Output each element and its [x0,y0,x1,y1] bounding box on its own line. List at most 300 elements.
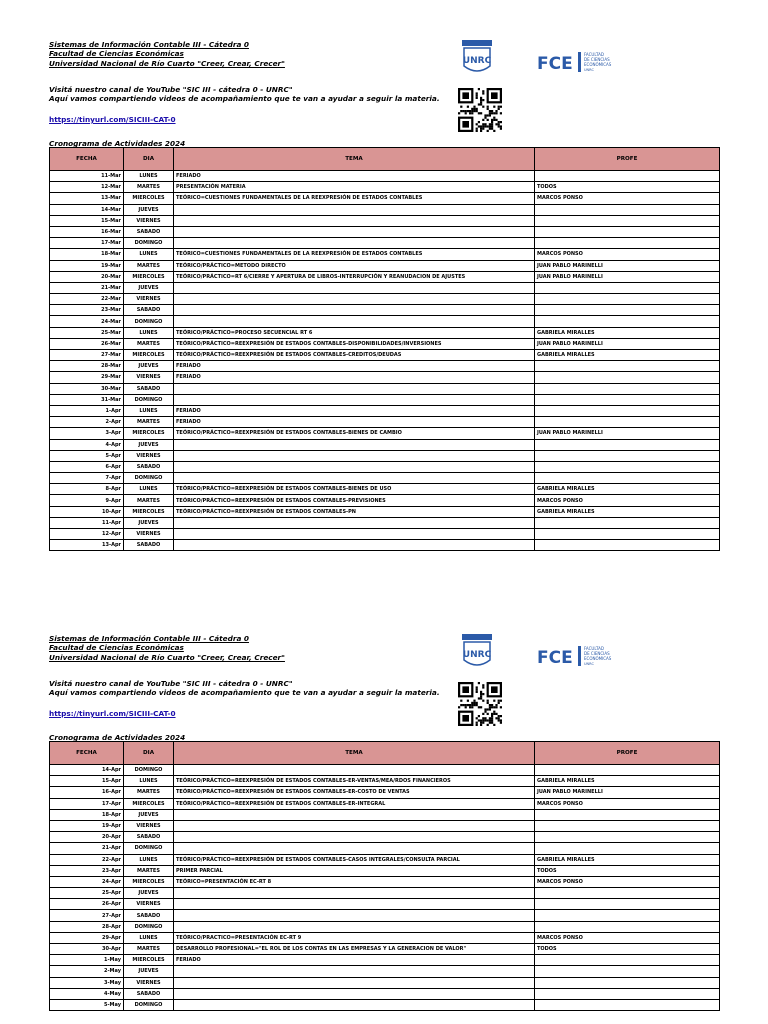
table-row [50,439,720,450]
cell-dia: MIERCOLES [124,271,174,282]
cell-tema: DESARROLLO PROFESIONAL="EL ROL DE LOS CONTAS EN LAS EMPRESAS Y LA GENERACION DE VALOR" [174,944,535,955]
table-row [50,338,720,349]
cell-tema [174,215,535,226]
cell-dia: VIERNES [124,899,174,910]
cell-fecha: 28-Apr [50,921,124,932]
cell-tema [174,832,535,843]
cell-tema [174,529,535,540]
cell-fecha: 11-Apr [50,517,124,528]
table-row [50,798,720,809]
cell-profe: MARCOS PONSO [535,249,720,260]
cell-profe: GABRIELA MIRALLES [535,776,720,787]
cell-fecha: 28-Mar [50,361,124,372]
cell-profe [535,238,720,249]
cell-tema: TEÓRICO/PRÁCTICO=REEXPRESIÓN DE ESTADOS CONTABLES-PN [174,506,535,517]
table-row [50,484,720,495]
cell-dia: DOMINGO [124,238,174,249]
cell-profe [535,921,720,932]
cell-dia: SABADO [124,910,174,921]
table-row [50,888,720,899]
svg-text:DE CIENCIAS: DE CIENCIAS [584,57,610,62]
table-row [50,495,720,506]
col-fecha: FECHA [50,148,124,171]
cell-fecha: 27-Mar [50,350,124,361]
cell-tema: TEÓRICO/PRÁCTICO=REEXPRESIÓN DE ESTADOS CONTABLES-BIENES DE CAMBIO [174,428,535,439]
table-row [50,473,720,484]
cell-profe [535,899,720,910]
cell-profe [535,361,720,372]
cell-profe [535,305,720,316]
schedule-table [49,147,720,551]
cell-tema [174,394,535,405]
cell-dia: VIERNES [124,977,174,988]
cell-profe [535,820,720,831]
cell-fecha: 7-Apr [50,473,124,484]
cell-fecha: 16-Mar [50,226,124,237]
cell-fecha: 2-May [50,966,124,977]
table-row [50,517,720,528]
cell-profe: TODOS [535,944,720,955]
table-row [50,765,720,776]
table-row [50,193,720,204]
cell-tema: TEÓRICO/PRÁCTICO=REEXPRESIÓN DE ESTADOS CONTABLES-DISPONIBILIDADES/INVERSIONES [174,338,535,349]
cell-profe [535,226,720,237]
cell-fecha: 25-Mar [50,327,124,338]
table-row [50,461,720,472]
cell-tema [174,517,535,528]
cell-tema [174,888,535,899]
cell-dia: JUEVES [124,204,174,215]
cell-dia: VIERNES [124,372,174,383]
cell-fecha: 3-May [50,977,124,988]
youtube-line-2: Aquí vamos compartiendo videos de acompañamiento que te van a ayudar a seguir la materia. [49,94,440,104]
cell-profe [535,282,720,293]
table-row [50,271,720,282]
table-row [50,238,720,249]
table-row [50,787,720,798]
cell-profe [535,888,720,899]
cell-dia: VIERNES [124,529,174,540]
cell-tema [174,204,535,215]
cell-tema: TEÓRICO/PRÁCTICO=REEXPRESIÓN DE ESTADOS CONTABLES-PREVISIONES [174,495,535,506]
cell-tema: TEÓRICO/PRÁCTICO=PROCESO SECUENCIAL RT 6 [174,327,535,338]
cell-profe [535,294,720,305]
youtube-link[interactable]: https://tinyurl.com/SICIII-CAT-0 [49,709,176,718]
cell-dia: SABADO [124,832,174,843]
cell-dia: JUEVES [124,888,174,899]
cell-dia: LUNES [124,249,174,260]
table-row [50,944,720,955]
cell-dia: JUEVES [124,361,174,372]
cell-tema [174,316,535,327]
cell-fecha: 9-Apr [50,495,124,506]
cell-fecha: 17-Mar [50,238,124,249]
table-row [50,417,720,428]
cell-profe: JUAN PABLO MARINELLI [535,787,720,798]
col-tema: TEMA [174,148,535,171]
cell-dia: MARTES [124,417,174,428]
cell-fecha: 1-May [50,955,124,966]
cell-profe: MARCOS PONSO [535,876,720,887]
cell-tema [174,765,535,776]
cell-profe: MARCOS PONSO [535,798,720,809]
cell-profe: MARCOS PONSO [535,932,720,943]
table-row [50,988,720,999]
cell-fecha: 30-Mar [50,383,124,394]
cell-dia: MARTES [124,260,174,271]
cell-dia: SABADO [124,305,174,316]
cell-tema: FERIADO [174,417,535,428]
cell-profe [535,765,720,776]
cell-tema [174,238,535,249]
cell-fecha: 10-Apr [50,506,124,517]
svg-text:UNRC: UNRC [584,662,594,666]
cell-tema [174,439,535,450]
cell-profe: GABRIELA MIRALLES [535,327,720,338]
cell-profe [535,394,720,405]
cell-tema [174,305,535,316]
cell-fecha: 18-Mar [50,249,124,260]
table-row [50,372,720,383]
table-row [50,215,720,226]
cell-dia: LUNES [124,932,174,943]
cell-profe: GABRIELA MIRALLES [535,854,720,865]
cell-dia: MIERCOLES [124,955,174,966]
cell-fecha: 5-Apr [50,450,124,461]
cell-dia: MIERCOLES [124,506,174,517]
table-row [50,820,720,831]
cell-dia: DOMINGO [124,999,174,1010]
cell-dia: LUNES [124,776,174,787]
cell-dia: VIERNES [124,820,174,831]
table-header-row [50,742,720,765]
cell-tema [174,461,535,472]
cell-profe [535,966,720,977]
col-dia: DIA [124,742,174,765]
cell-tema [174,820,535,831]
table-row [50,999,720,1010]
qr-code-icon[interactable] [454,88,506,132]
cell-fecha: 14-Apr [50,765,124,776]
cell-tema: TEÓRICO=CUESTIONES FUNDAMENTALES DE LA REEXPRESIÓN DE ESTADOS CONTABLES [174,249,535,260]
faculty-name: Facultad de Ciencias Económicas [49,643,184,653]
table-row [50,405,720,416]
table-row [50,294,720,305]
svg-text:ECONÓMICAS: ECONÓMICAS [584,62,612,67]
cell-profe [535,450,720,461]
table-row [50,305,720,316]
cell-profe [535,171,720,182]
cell-tema [174,450,535,461]
cell-fecha: 22-Apr [50,854,124,865]
cell-profe: MARCOS PONSO [535,495,720,506]
cell-tema [174,999,535,1010]
cell-dia: JUEVES [124,282,174,293]
cell-profe: GABRIELA MIRALLES [535,484,720,495]
cell-dia: DOMINGO [124,843,174,854]
youtube-notice [49,85,440,104]
cell-dia: JUEVES [124,809,174,820]
cell-tema [174,977,535,988]
cell-tema [174,473,535,484]
cell-profe: JUAN PABLO MARINELLI [535,260,720,271]
cell-tema [174,910,535,921]
cell-dia: MIERCOLES [124,193,174,204]
course-header [49,634,285,662]
cell-profe [535,316,720,327]
cell-fecha: 30-Apr [50,944,124,955]
cell-fecha: 18-Apr [50,809,124,820]
cell-fecha: 12-Apr [50,529,124,540]
cell-profe [535,215,720,226]
youtube-notice [49,679,440,698]
cell-fecha: 4-May [50,988,124,999]
cell-dia: SABADO [124,383,174,394]
table-row [50,506,720,517]
cell-fecha: 11-Mar [50,171,124,182]
cell-profe [535,405,720,416]
cell-fecha: 15-Apr [50,776,124,787]
qr-code-icon[interactable] [454,682,506,726]
cell-dia: VIERNES [124,450,174,461]
cell-fecha: 6-Apr [50,461,124,472]
cell-tema: TEÓRICO/PRÁCTICO=REEXPRESIÓN DE ESTADOS CONTABLES-ER-INTEGRAL [174,798,535,809]
cell-fecha: 24-Apr [50,876,124,887]
youtube-link[interactable]: https://tinyurl.com/SICIII-CAT-0 [49,115,176,124]
col-fecha: FECHA [50,742,124,765]
col-profe: PROFE [535,148,720,171]
cell-tema [174,294,535,305]
cell-fecha: 3-Apr [50,428,124,439]
cell-profe: JUAN PABLO MARINELLI [535,428,720,439]
table-row [50,921,720,932]
table-row [50,955,720,966]
cell-dia: MARTES [124,338,174,349]
cell-fecha: 15-Mar [50,215,124,226]
cell-fecha: 25-Apr [50,888,124,899]
cell-fecha: 5-May [50,999,124,1010]
cell-dia: VIERNES [124,215,174,226]
cell-dia: LUNES [124,484,174,495]
cell-profe [535,955,720,966]
course-title: Sistemas de Información Contable III - Cátedra 0 [49,40,249,49]
youtube-line-1: Visitá nuestro canal de YouTube "SIC III - cátedra 0 - UNRC" [49,679,293,688]
table-row [50,776,720,787]
table-row [50,383,720,394]
cell-dia: JUEVES [124,966,174,977]
table-row [50,529,720,540]
cell-tema: TEÓRICO=CUESTIONES FUNDAMENTALES DE LA REEXPRESIÓN DE ESTADOS CONTABLES [174,193,535,204]
cell-tema: TEÓRICO/PRÁCTICO=METODO DIRECTO [174,260,535,271]
cell-fecha: 29-Apr [50,932,124,943]
unrc-logo [461,40,493,76]
col-tema: TEMA [174,742,535,765]
cell-dia: MIERCOLES [124,428,174,439]
cell-profe: GABRIELA MIRALLES [535,350,720,361]
table-row [50,809,720,820]
table-row [50,876,720,887]
col-profe: PROFE [535,742,720,765]
table-row [50,249,720,260]
schedule-table [49,741,720,1011]
cell-fecha: 17-Apr [50,798,124,809]
cell-profe [535,383,720,394]
cell-dia: SABADO [124,988,174,999]
table-row [50,260,720,271]
cell-dia: MARTES [124,495,174,506]
fce-logo-text: FCE [537,54,573,74]
cell-tema [174,540,535,551]
cell-fecha: 20-Apr [50,832,124,843]
cell-dia: MIERCOLES [124,350,174,361]
table-row [50,171,720,182]
cell-dia: LUNES [124,171,174,182]
cell-dia: JUEVES [124,439,174,450]
cell-fecha: 20-Mar [50,271,124,282]
university-name: Universidad Nacional de Río Cuarto "Creer, Crear, Crecer" [49,652,285,662]
cell-profe [535,999,720,1010]
cell-dia: DOMINGO [124,921,174,932]
table-row [50,327,720,338]
col-dia: DIA [124,148,174,171]
cell-profe [535,832,720,843]
svg-text:FACULTAD: FACULTAD [584,52,604,57]
cell-dia: MARTES [124,182,174,193]
cell-tema: TEÓRICO/PRÁCTICO=REEXPRESIÓN DE ESTADOS CONTABLES-ER-VENTAS/MEA/RDOS FINANCIEROS [174,776,535,787]
table-row [50,977,720,988]
cell-dia: MIERCOLES [124,798,174,809]
table-row [50,843,720,854]
cell-fecha: 19-Apr [50,820,124,831]
cell-fecha: 12-Mar [50,182,124,193]
fce-logo-text: FCE [537,648,573,668]
cell-fecha: 24-Mar [50,316,124,327]
cell-tema: TEÓRICO=PRESENTACIÓN EC-RT 8 [174,876,535,887]
cell-profe [535,809,720,820]
cell-fecha: 13-Mar [50,193,124,204]
cell-profe [535,517,720,528]
cell-profe [535,529,720,540]
cell-tema [174,282,535,293]
cell-profe: TODOS [535,182,720,193]
cell-profe [535,204,720,215]
cell-profe [535,417,720,428]
cell-profe [535,540,720,551]
cell-tema: TEÓRICO/PRÁCTICO=REEXPRESIÓN DE ESTADOS CONTABLES-CREDITOS/DEUDAS [174,350,535,361]
cell-dia: DOMINGO [124,316,174,327]
cell-profe: GABRIELA MIRALLES [535,506,720,517]
cell-dia: DOMINGO [124,394,174,405]
cell-dia: DOMINGO [124,473,174,484]
cell-dia: SABADO [124,226,174,237]
cell-tema [174,383,535,394]
cell-dia: MIERCOLES [124,876,174,887]
cell-fecha: 13-Apr [50,540,124,551]
cell-fecha: 8-Apr [50,484,124,495]
cell-tema: TEÓRICO/PRÁCTICO=RT 6/CIERRE Y APERTURA DE LIBROS-INTERRUPCIÓN Y REANUDACION DE AJUSTES [174,271,535,282]
table-row [50,865,720,876]
cell-dia: MARTES [124,787,174,798]
cell-profe [535,910,720,921]
table-row [50,282,720,293]
cell-fecha: 23-Mar [50,305,124,316]
cell-profe: MARCOS PONSO [535,193,720,204]
cell-tema [174,921,535,932]
table-row [50,350,720,361]
table-row [50,899,720,910]
cell-tema: PRESENTACIÓN MATERIA [174,182,535,193]
cell-dia: SABADO [124,540,174,551]
cell-tema: FERIADO [174,405,535,416]
cell-tema [174,899,535,910]
cell-tema [174,988,535,999]
table-row [50,966,720,977]
cell-profe [535,977,720,988]
cell-tema [174,226,535,237]
cell-profe [535,843,720,854]
cell-fecha: 22-Mar [50,294,124,305]
cell-fecha: 4-Apr [50,439,124,450]
table-row [50,394,720,405]
cell-tema: TEÓRICO/PRÁCTICO=REEXPRESIÓN DE ESTADOS CONTABLES-CASOS INTEGRALES/CONSULTA PARCIAL [174,854,535,865]
cell-tema [174,843,535,854]
table-row [50,361,720,372]
cell-fecha: 23-Apr [50,865,124,876]
university-name: Universidad Nacional de Río Cuarto "Creer, Crear, Crecer" [49,58,285,68]
cell-dia: MARTES [124,944,174,955]
cell-profe: JUAN PABLO MARINELLI [535,271,720,282]
cell-fecha: 26-Apr [50,899,124,910]
youtube-line-2: Aquí vamos compartiendo videos de acompañamiento que te van a ayudar a seguir la materia. [49,688,440,698]
cell-fecha: 31-Mar [50,394,124,405]
cell-tema: PRIMER PARCIAL [174,865,535,876]
cell-profe: TODOS [535,865,720,876]
cell-fecha: 2-Apr [50,417,124,428]
fce-logo [537,50,619,74]
table-row [50,540,720,551]
cell-profe [535,461,720,472]
cell-fecha: 21-Mar [50,282,124,293]
svg-text:DE CIENCIAS: DE CIENCIAS [584,651,610,656]
cell-dia: JUEVES [124,517,174,528]
cell-fecha: 21-Apr [50,843,124,854]
course-title: Sistemas de Información Contable III - Cátedra 0 [49,634,249,643]
table-row [50,204,720,215]
table-row [50,428,720,439]
youtube-line-1: Visitá nuestro canal de YouTube "SIC III - cátedra 0 - UNRC" [49,85,293,94]
cell-tema: FERIADO [174,372,535,383]
cell-fecha: 27-Apr [50,910,124,921]
svg-text:UNRC: UNRC [584,68,594,72]
table-row [50,910,720,921]
cell-fecha: 29-Mar [50,372,124,383]
cell-tema: FERIADO [174,171,535,182]
cell-dia: LUNES [124,854,174,865]
cell-tema: TEÓRICO/PRÁCTICO=REEXPRESIÓN DE ESTADOS CONTABLES-BIENES DE USO [174,484,535,495]
unrc-logo-text: UNRC [462,56,492,66]
cell-fecha: 14-Mar [50,204,124,215]
cell-dia: LUNES [124,327,174,338]
cell-dia: MARTES [124,865,174,876]
course-header [49,40,285,68]
cell-profe [535,988,720,999]
cell-tema: FERIADO [174,361,535,372]
cell-dia: VIERNES [124,294,174,305]
table-row [50,450,720,461]
cell-profe: JUAN PABLO MARINELLI [535,338,720,349]
cell-profe [535,439,720,450]
cell-tema [174,809,535,820]
